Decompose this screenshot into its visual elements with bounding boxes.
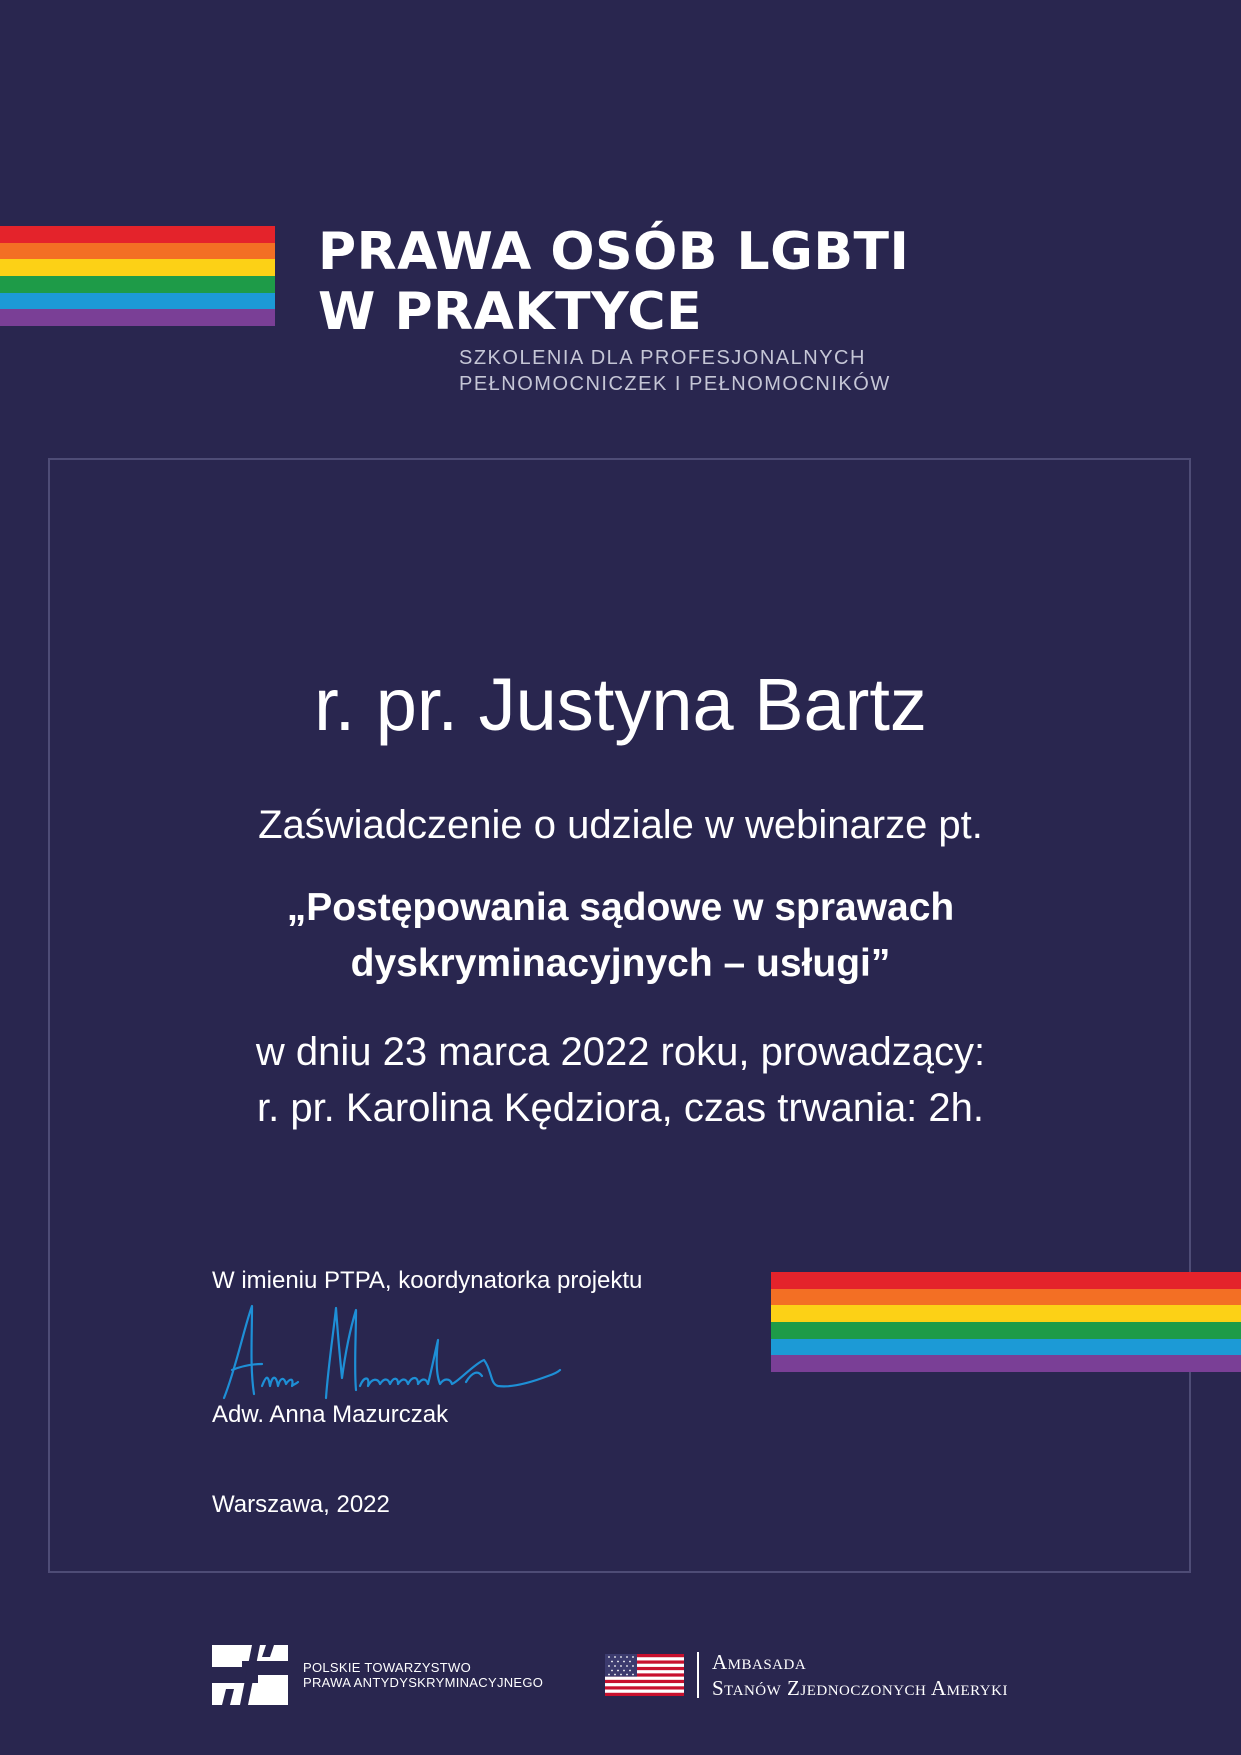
subtitle-line-1: SZKOLENIA DLA PROFESJONALNYCH <box>459 347 866 369</box>
title-line-2: W PRAKTYCE <box>318 282 703 342</box>
details-line-1: w dniu 23 marca 2022 roku, prowadzący: <box>255 1030 986 1074</box>
signatory-role: W imieniu PTPA, koordynatorka projektu <box>212 1267 643 1294</box>
signatory-name: Adw. Anna Mazurczak <box>212 1401 449 1428</box>
title-line-1: PRAWA OSÓB LGBTI <box>318 222 910 282</box>
header-subtitle <box>459 345 891 397</box>
ptpa-line-1: POLSKIE TOWARZYSTWO <box>303 1660 471 1675</box>
recipient-name: r. pr. Justyna Bartz <box>314 663 927 746</box>
place-and-date: Warszawa, 2022 <box>212 1491 390 1518</box>
details-line-2: r. pr. Karolina Kędziora, czas trwania: 2h. <box>256 1086 985 1130</box>
webinar-title <box>0 880 1241 992</box>
certificate-statement: Zaświadczenie o udziale w webinarze pt. <box>258 803 983 847</box>
embassy-name <box>712 1649 1008 1701</box>
webinar-title-line-1: „Postępowania sądowe w sprawach <box>286 886 955 929</box>
embassy-line-1: Ambasada <box>712 1650 807 1674</box>
rainbow-stripe-bottom <box>771 1272 1241 1372</box>
embassy-line-2: Stanów Zjednoczonych Ameryki <box>712 1676 1008 1700</box>
ptpa-line-2: PRAWA ANTYDYSKRYMINACYJNEGO <box>303 1675 544 1690</box>
rainbow-stripe-top <box>0 226 275 326</box>
us-flag-icon <box>605 1654 684 1696</box>
embassy-divider <box>697 1652 699 1698</box>
ptpa-logo-icon <box>212 1645 288 1705</box>
subtitle-line-2: PEŁNOMOCNICZEK I PEŁNOMOCNIKÓW <box>459 373 891 395</box>
webinar-title-line-2: dyskryminacyjnych – usługi” <box>350 942 891 985</box>
webinar-details <box>0 1024 1241 1136</box>
handwritten-signature <box>222 1298 562 1408</box>
ptpa-name <box>303 1660 543 1690</box>
header-title <box>318 222 909 342</box>
